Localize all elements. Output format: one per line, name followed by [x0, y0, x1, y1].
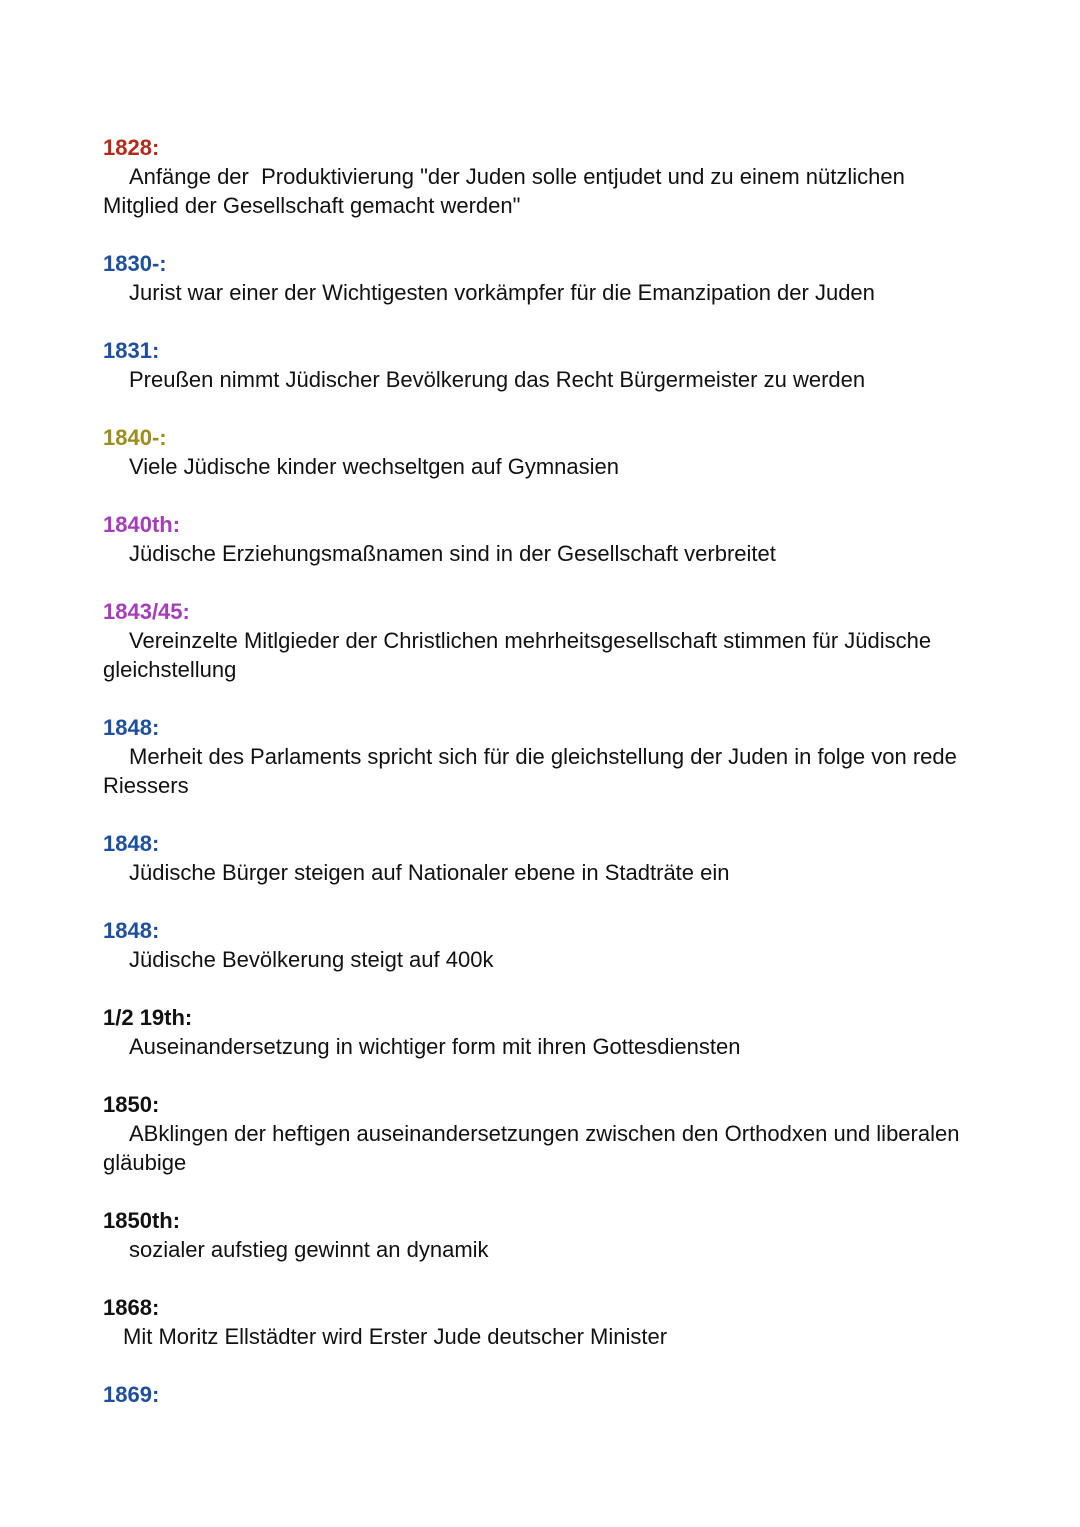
entry-text: Merheit des Parlaments spricht sich für die gleichstellung der Juden in folge von rede Riessers	[103, 744, 964, 798]
entry-year: 1840th:	[103, 512, 181, 537]
timeline-entry	[103, 423, 983, 481]
entry-year: 1848:	[103, 715, 160, 740]
entry-text: Jüdische Bevölkerung steigt auf 400k	[129, 947, 494, 972]
entry-text: sozialer aufstieg gewinnt an dynamik	[129, 1237, 489, 1262]
timeline-entry	[103, 510, 983, 568]
timeline-entry	[103, 916, 983, 974]
timeline-document	[103, 133, 983, 1438]
timeline-entry	[103, 336, 983, 394]
entry-year: 1848:	[103, 831, 160, 856]
entry-year: 1843/45:	[103, 599, 190, 624]
timeline-entry	[103, 249, 983, 307]
entry-text: Jurist war einer der Wichtigesten vorkämpfer für die Emanzipation der Juden	[129, 280, 875, 305]
timeline-entry	[103, 1206, 983, 1264]
entry-year: 1828:	[103, 135, 160, 160]
entry-year: 1840-:	[103, 425, 167, 450]
entry-text: Jüdische Bürger steigen auf Nationaler ebene in Stadträte ein	[129, 860, 730, 885]
entry-text: Auseinandersetzung in wichtiger form mit ihren Gottesdiensten	[129, 1034, 741, 1059]
entry-year: 1850:	[103, 1092, 160, 1117]
entry-text: ABklingen der heftigen auseinandersetzungen zwischen den Orthodxen und liberalen gläubige	[103, 1121, 966, 1175]
timeline-entry	[103, 1380, 983, 1409]
entry-text: Preußen nimmt Jüdischer Bevölkerung das Recht Bürgermeister zu werden	[129, 367, 866, 392]
timeline-entry	[103, 133, 983, 220]
timeline-entry	[103, 1293, 983, 1351]
entry-text: Mit Moritz Ellstädter wird Erster Jude deutscher Minister	[123, 1324, 668, 1349]
entry-year: 1850th:	[103, 1208, 181, 1233]
entry-text: Viele Jüdische kinder wechseltgen auf Gymnasien	[129, 454, 619, 479]
entry-text: Anfänge der Produktivierung "der Juden solle entjudet und zu einem nützlichen Mitglied der Gesellschaft gemacht werden"	[103, 164, 911, 218]
timeline-entry	[103, 713, 983, 800]
entry-year: 1/2 19th:	[103, 1005, 193, 1030]
timeline-entry	[103, 829, 983, 887]
entry-year: 1869:	[103, 1382, 160, 1407]
timeline-entry	[103, 597, 983, 684]
entry-text: Vereinzelte Mitlgieder der Christlichen mehrheitsgesellschaft stimmen für Jüdische gleichstellung	[103, 628, 938, 682]
entry-year: 1848:	[103, 918, 160, 943]
entry-year: 1830-:	[103, 251, 167, 276]
timeline-entry	[103, 1003, 983, 1061]
timeline-entry	[103, 1090, 983, 1177]
entry-year: 1831:	[103, 338, 160, 363]
entry-year: 1868:	[103, 1295, 160, 1320]
entry-text: Jüdische Erziehungsmaßnamen sind in der Gesellschaft verbreitet	[129, 541, 776, 566]
